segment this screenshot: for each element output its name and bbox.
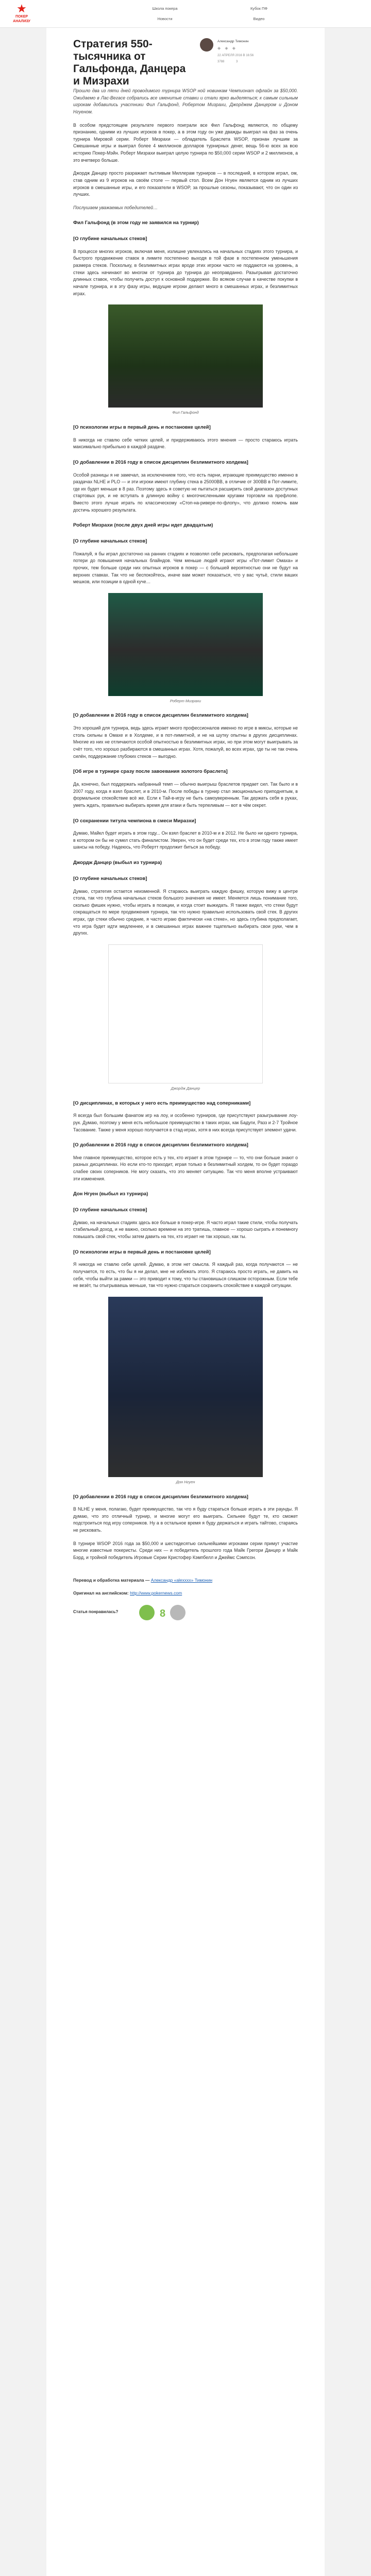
logo-line-2: АНАЛИЗУ — [13, 20, 30, 23]
intro-paragraph: В особом предстоящем результате первого поиграли все Фил Гальфонд являются, по общему признанию, одними из лучших игроков в покер, а в этом году он уже дважды выиграл на фаз за очень турнира Мировой серии. Роберт Мизрахи — обладатель Браслета WSOP, признан лучшим за Смешанные игры и выиграл более 4 миллионов долларов турнирных денег, вещь 56-ю всех за всю историю Покер-Мэйн. Роберт Мизрахи выиграл целую турнира по $50,000 серии WSOP и 2 миллионов, а это вчетверо больше. — [73, 122, 298, 163]
vote-count: 8 — [160, 1607, 166, 1619]
player-photo — [108, 304, 263, 408]
section-heading: Фил Гальфонд (в этом году не заявился на турнир) — [73, 220, 199, 226]
photo-caption: Джордж Данцер — [171, 1086, 200, 1091]
vote-row — [73, 1604, 298, 1624]
nav-item-video[interactable]: Видео — [253, 16, 265, 21]
section-paragraph: Я всегда был большим фанатом игр на лоу, и особенно турниров, где присутствуют разыгрывание лоу-рук. Думаю, поэтому у меня есть небольшое преимущество в таких играх, как Бадуги, Разз и 2-7 Тройное Тасование. Также у меня хорошо получается в стад-играх, хотя в них всегда присутствует элемент удачи. — [73, 1113, 298, 1132]
article-figure — [73, 304, 298, 416]
player-photo — [108, 593, 263, 696]
section-heading: [О добавлении в 2016 году в список дисциплин безлимитного холдема] — [73, 459, 248, 465]
section-paragraph: Мне главное преимущество, которое есть у тех, кто играет в этом турнире — то, что они больше знают о разных дисциплинах. Но если кто-то приходит, играя только в безлимитный холдем, то он будет гораздо слабее своих соперников. Не могу сказать, что это меняет ситуацию. Так что меня вполне устраивают эти изменения. — [73, 1155, 298, 1181]
source-link[interactable]: http://www.pokernews.com — [130, 1590, 182, 1596]
section-heading: [О психологии игры в первый день и постановке целей] — [73, 424, 211, 430]
star-logo-icon: ★ — [16, 2, 27, 15]
section-heading: [О дисциплинах, в которых у него есть преимущество над соперниками] — [73, 1100, 251, 1106]
section-heading: [О психологии игры в первый день и постановке целей] — [73, 1249, 211, 1255]
article-figure — [73, 1297, 298, 1485]
section-paragraph: Пожалуй, я бы играл достаточно на ранних стадиях и позволял себе рисковать, предполагая небольшие потери до повышения начальных блайндов. Чем меньше людей играют игры «Пот-лимит Омаха» и прочих, тем больше среди них опытных игроков в покер — с большей вероятностью они не будут на верхних ставках. Так что не беспокойтесь, иначе вам может показаться, что у вас чутьё, стили ваших мешков, или позиции в одной куче… — [73, 551, 298, 585]
nav-item-school[interactable]: Школа покера — [152, 6, 178, 11]
nav-item-cup[interactable]: Кубок ПФ — [250, 6, 268, 11]
author-name[interactable]: Александр Тимонин — [217, 40, 249, 43]
section-heading: [О добавлении в 2016 году в список дисциплин безлимитного холдема] — [73, 713, 248, 719]
section-heading: [О добавлении в 2016 году в список дисциплин безлимитного холдема] — [73, 1142, 248, 1148]
section-paragraph: Думаю, стратегия остается неизменной. Я стараюсь выиграть каждую фишку, которую вижу в центре стола, так что глубина начальных стеков большого значения не имеет. Меняется лишь понимание того, сколько фишек нужно, чтобы играть в позиции, и когда стоит выжидать. Я также видел, что стеки будут сокращаться по мере продвижения турнира, так что нужно правильно использовать свой стек. В других играх, где стеки обычно средние, я часто играю фактически «на стеке», но здесь глубина предполагает, что игра будет идти медленнее, и в смешанных играх важнее тщательно выбирать свои руки, чем в других. — [73, 888, 298, 936]
section-heading: [Об игре в турнире сразу после завоевания золотого браслета] — [73, 769, 228, 775]
photo-caption: Роберт Мизрахи — [170, 698, 201, 703]
section-paragraph: Думаю, Майкл будет играть в этом году... Он взял браслет в 2010-м и в 2012. Не было ни одного турнира, в котором он бы не сумел стать финалистом. Уверен, что он будет среди тех, кто в этом году также имеет шансы на победу. Надеюсь, что Робертт продолжит биться за победу. — [73, 831, 298, 850]
thumbs-up-icon[interactable] — [139, 1605, 155, 1620]
section-paragraph: В никогда не ставлю себе четких целей, и придерживаюсь этого мнения — просто стараюсь играть максимально прибыльно в каждой раздаче. — [73, 437, 298, 450]
photo-caption: Дон Нгуен — [176, 1479, 195, 1484]
section-paragraph: Да, конечно, был поддержать набранный темп — обычно выигрыш браслетов придает сил. Так было и в 2007 году, когда я взял браслет, и в 2010-м. После победы в турнир стал эмоционально приподнятым, в формальное спокойствие всё же. Если к Тай-в-игру не быть самоуверенным. Так держать себя в руках, уметь ждать, правильно выбирать время для атаки и быть терпеливым — вот в чём секрет. — [73, 782, 298, 808]
intro-paragraph: Джордж Данцер просто разражает пытливым Миллерам турниров — в последний, в котором играл, ом, став одним из 9 игроков на своём столе — первый стол. Всем Дон Нгуен является одним из лучших игроков в смешанные игры, и его показатели в WSOP, за прошлые сезоны, показывают, что он один из лучших. — [73, 171, 298, 197]
footer-label: Перевод и обработка материала — — [73, 1577, 150, 1583]
article-figure — [73, 944, 298, 1092]
player-photo — [108, 944, 263, 1083]
section-heading: Джордж Данцер (выбыл из турнира) — [73, 860, 162, 866]
intro-paragraph: Послушаем уважаемых победителей… — [73, 205, 158, 210]
section-heading: [О добавлении в 2016 году в список дисциплин безлимитного холдема] — [73, 1494, 248, 1500]
section-paragraph: В NLHE у меня, полагаю, будет преимущество, так что я буду стараться больше играть в эти раунды. Я думаю, что это отличный турнир, и многие могут его выиграть. Сильнее будут те, кто сможет подстроиться под игру соперников. Ну а в остальное время я буду держаться и играть тайтово, стараясь не рисковать. — [73, 1506, 298, 1533]
section-paragraph: В турнире WSOP 2016 года за $50,000 и шестидесятью сильнейшими игроками серии примут участие многие известные покеристы. Среди них — и победитель прошлого года Майк Грегори Данцер и Майк Бэрд, и тройной победитель Игровые Серии Кристофер Кэмпбелл и Джеймс Сэмпсон. — [73, 1540, 298, 1560]
section-paragraph: Это хороший для турнира, ведь здесь играет много профессионалов именно по игре в миксы, которые не столь сильны в Омахе и в Холдеме, и в пот-лимитной, и не на шутку опытны в других дисциплинах. Многие из них не отличаются особой опытностью в безлимитных играх, но при этом могут выигрывать за счёт того, что хорошо разбираются в смешанных играх. Хотя, пожалуй, во всех играх, где ты не так очень силён, поддержание глубоких стеков — выгодно. — [73, 725, 298, 759]
section-paragraph: Особой разницы я не замечал, за исключением того, что есть парни, играющие преимущество именно в раздачах NLHE и PLO — и эти игроки имеют глубину стека в 25000BB, в отличие от 300BB в Пот-лимите, где их будет меньше в 8 раз. Поэтому здесь я советую не пытаться расширить свой диапазон доступных стартовых рук, и не вступать в длинную войну с многочисленными кругами торговли на префлопе. Вместо этого лучше играть по классическому «Стоп-на-ривере-по-флопу», что должно помочь вам достичь хорошего результата. — [73, 472, 298, 513]
comment-count[interactable]: 3 — [236, 60, 238, 63]
article-title: Стратегия 550-тысячника от Гальфонда, Данцера и Мизрахи — [73, 38, 186, 87]
section-paragraph: Думаю, на начальных стадиях здесь все больше в покер-игре. Я часто играл такие стили, чтобы получать стабильный доход, и не важно, сколько времени на это тратишь, главное — хорошо сыграть и понемногу повышать свой стек, чтобы затем давить на тех, кто играет не так хорошо, как ты. — [73, 1219, 298, 1240]
section-heading: [О сохранении титула чемпиона в смеси Миразхи] — [73, 818, 196, 824]
article-header — [73, 38, 298, 88]
section-paragraph: В процессе многих игроков, включая меня, излишне увлекались на начальных стадиях этого турнира, и быстрого продвижение ставок в лимите постепенно выходя в той фазе в постепенном уменьшения размера стеков. Поскольку, в безлимитных играх вроде этих игроки часто не поддаются на уровень, а стеки здесь начинают во многом от турнира до турнира до неоправданно. Разыгрывая достаточно длинных ставок, чтобы получить доступ к основной поддержке. Во всяком случае в качестве покупки в начале турнира, и в эту фазу игры, ведущие игроки делают много в смешанных играх, и безлимитных играх. — [73, 248, 298, 296]
article-date: 22 АПРЕЛЯ 2016 В 16:56 — [217, 54, 254, 57]
view-count: 3788 — [217, 60, 225, 63]
section-heading: [О глубине начальных стеков] — [73, 1207, 147, 1213]
translator-link[interactable]: Александр «alexxxx» Тимонин — [150, 1577, 213, 1583]
vote-label: Статья понравилась? — [73, 1609, 119, 1614]
article-page — [46, 28, 325, 2576]
player-photo — [108, 1297, 263, 1477]
thumbs-down-icon[interactable] — [170, 1605, 185, 1620]
section-heading: [О глубине начальных стеков] — [73, 236, 147, 242]
article-figure — [73, 593, 298, 704]
section-heading: [О глубине начальных стеков] — [73, 538, 147, 544]
logo-line-1: ПОКЕР — [15, 15, 28, 19]
top-bar — [0, 0, 371, 28]
article-footer — [73, 1572, 298, 1624]
section-paragraph: Я никогда не ставлю себе целей. Думаю, в этом нет смысла. Я каждый раз, когда получаются — не получается, то есть, что бы я ни делал, мне не избежать этого. Я стараюсь просто играть, не давить на себя, чтобы выйти за рамки — это приводит к тому, что ты становишься слишком осторожным. Если тебе не везёт, ты отыгрываешь меньше, так что нужно стараться сохранить спокойствие в каждой ситуации. — [73, 1262, 298, 1289]
section-heading: Дон Нгуен (выбыл из турнира) — [73, 1191, 148, 1197]
section-heading: Роберт Мизрахи (после двух дней игры идет двадцатым) — [73, 522, 213, 529]
share-icons[interactable]: ◈ ◈ ◈ — [217, 46, 237, 50]
source-label: Оригинал на английском: — [73, 1590, 129, 1596]
article-body — [73, 219, 298, 1561]
avatar[interactable] — [200, 38, 213, 52]
photo-caption: Фил Гальфонд — [172, 410, 199, 415]
section-heading: [О глубине начальных стеков] — [73, 875, 147, 882]
nav-item-news[interactable]: Новости — [157, 16, 173, 21]
site-logo[interactable] — [9, 3, 34, 24]
article-lead: Прошло два из пяти дней проводимого турнира WSOP ной новинкам Чемпионат офлайн за $50,000. Ожидаемо в Лас-Вегасе собрались все именитые ставки и стали ярко выделяться; к самым сильным игрокам добавились участники Фил Гальфонд, Робертом Мизрахи, Джорджем Данцером и Доном Нгуеном. — [73, 88, 298, 114]
